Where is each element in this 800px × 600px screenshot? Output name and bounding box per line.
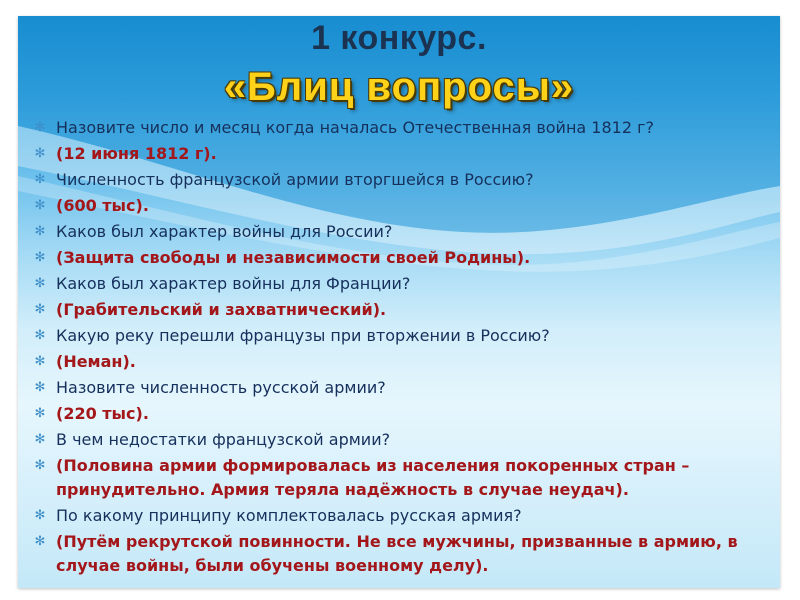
asterisk-bullet-icon: ✻ (34, 302, 46, 317)
answer-item (28, 245, 773, 271)
answer-item (28, 529, 773, 579)
question-item (28, 219, 773, 245)
slide (18, 16, 780, 588)
item-text: Назовите число и месяц когда началась Отечественная война 1812 г? (56, 118, 654, 137)
item-text: (Половина армии формировалась из населения покоренных стран – принудительно. Армия теряла надёжность в случае неудач). (56, 456, 690, 499)
item-text: Каков был характер войны для России? (56, 222, 393, 241)
item-text: (Путём рекрутской повинности. Не все мужчины, призванные в армию, в случае войны, были обучены военному делу). (56, 532, 738, 575)
asterisk-bullet-icon: ✻ (34, 120, 46, 135)
question-item (28, 167, 773, 193)
answer-item (28, 401, 773, 427)
answer-item (28, 453, 773, 503)
asterisk-bullet-icon: ✻ (34, 146, 46, 161)
question-item (28, 503, 773, 529)
item-text: Численность французской армии вторгшейся в Россию? (56, 170, 534, 189)
item-text: (Неман). (56, 352, 136, 371)
question-item (28, 323, 773, 349)
question-list (28, 115, 773, 579)
slide-title: 1 конкурс. (311, 19, 487, 57)
question-item (28, 375, 773, 401)
answer-item (28, 349, 773, 375)
asterisk-bullet-icon: ✻ (34, 406, 46, 421)
item-text: (Защита свободы и независимости своей Родины). (56, 248, 531, 267)
asterisk-bullet-icon: ✻ (34, 198, 46, 213)
item-text: По какому принципу комплектовалась русская армия? (56, 506, 522, 525)
question-item (28, 271, 773, 297)
item-text: (Грабительский и захватнический). (56, 300, 387, 319)
asterisk-bullet-icon: ✻ (34, 328, 46, 343)
slide-subtitle: «Блиц вопросы» (223, 65, 575, 109)
item-text: (12 июня 1812 г). (56, 144, 217, 163)
question-item (28, 115, 773, 141)
asterisk-bullet-icon: ✻ (34, 172, 46, 187)
asterisk-bullet-icon: ✻ (34, 380, 46, 395)
item-text: (220 тыс). (56, 404, 149, 423)
item-text: В чем недостатки французской армии? (56, 430, 391, 449)
asterisk-bullet-icon: ✻ (34, 432, 46, 447)
asterisk-bullet-icon: ✻ (34, 224, 46, 239)
asterisk-bullet-icon: ✻ (34, 534, 46, 549)
item-text: Назовите численность русской армии? (56, 378, 386, 397)
asterisk-bullet-icon: ✻ (34, 276, 46, 291)
asterisk-bullet-icon: ✻ (34, 354, 46, 369)
item-text: Каков был характер войны для Франции? (56, 274, 411, 293)
question-item (28, 427, 773, 453)
asterisk-bullet-icon: ✻ (34, 458, 46, 473)
asterisk-bullet-icon: ✻ (34, 508, 46, 523)
answer-item (28, 141, 773, 167)
item-text: (600 тыс). (56, 196, 149, 215)
asterisk-bullet-icon: ✻ (34, 250, 46, 265)
item-text: Какую реку перешли французы при вторжении в Россию? (56, 326, 550, 345)
answer-item (28, 193, 773, 219)
answer-item (28, 297, 773, 323)
